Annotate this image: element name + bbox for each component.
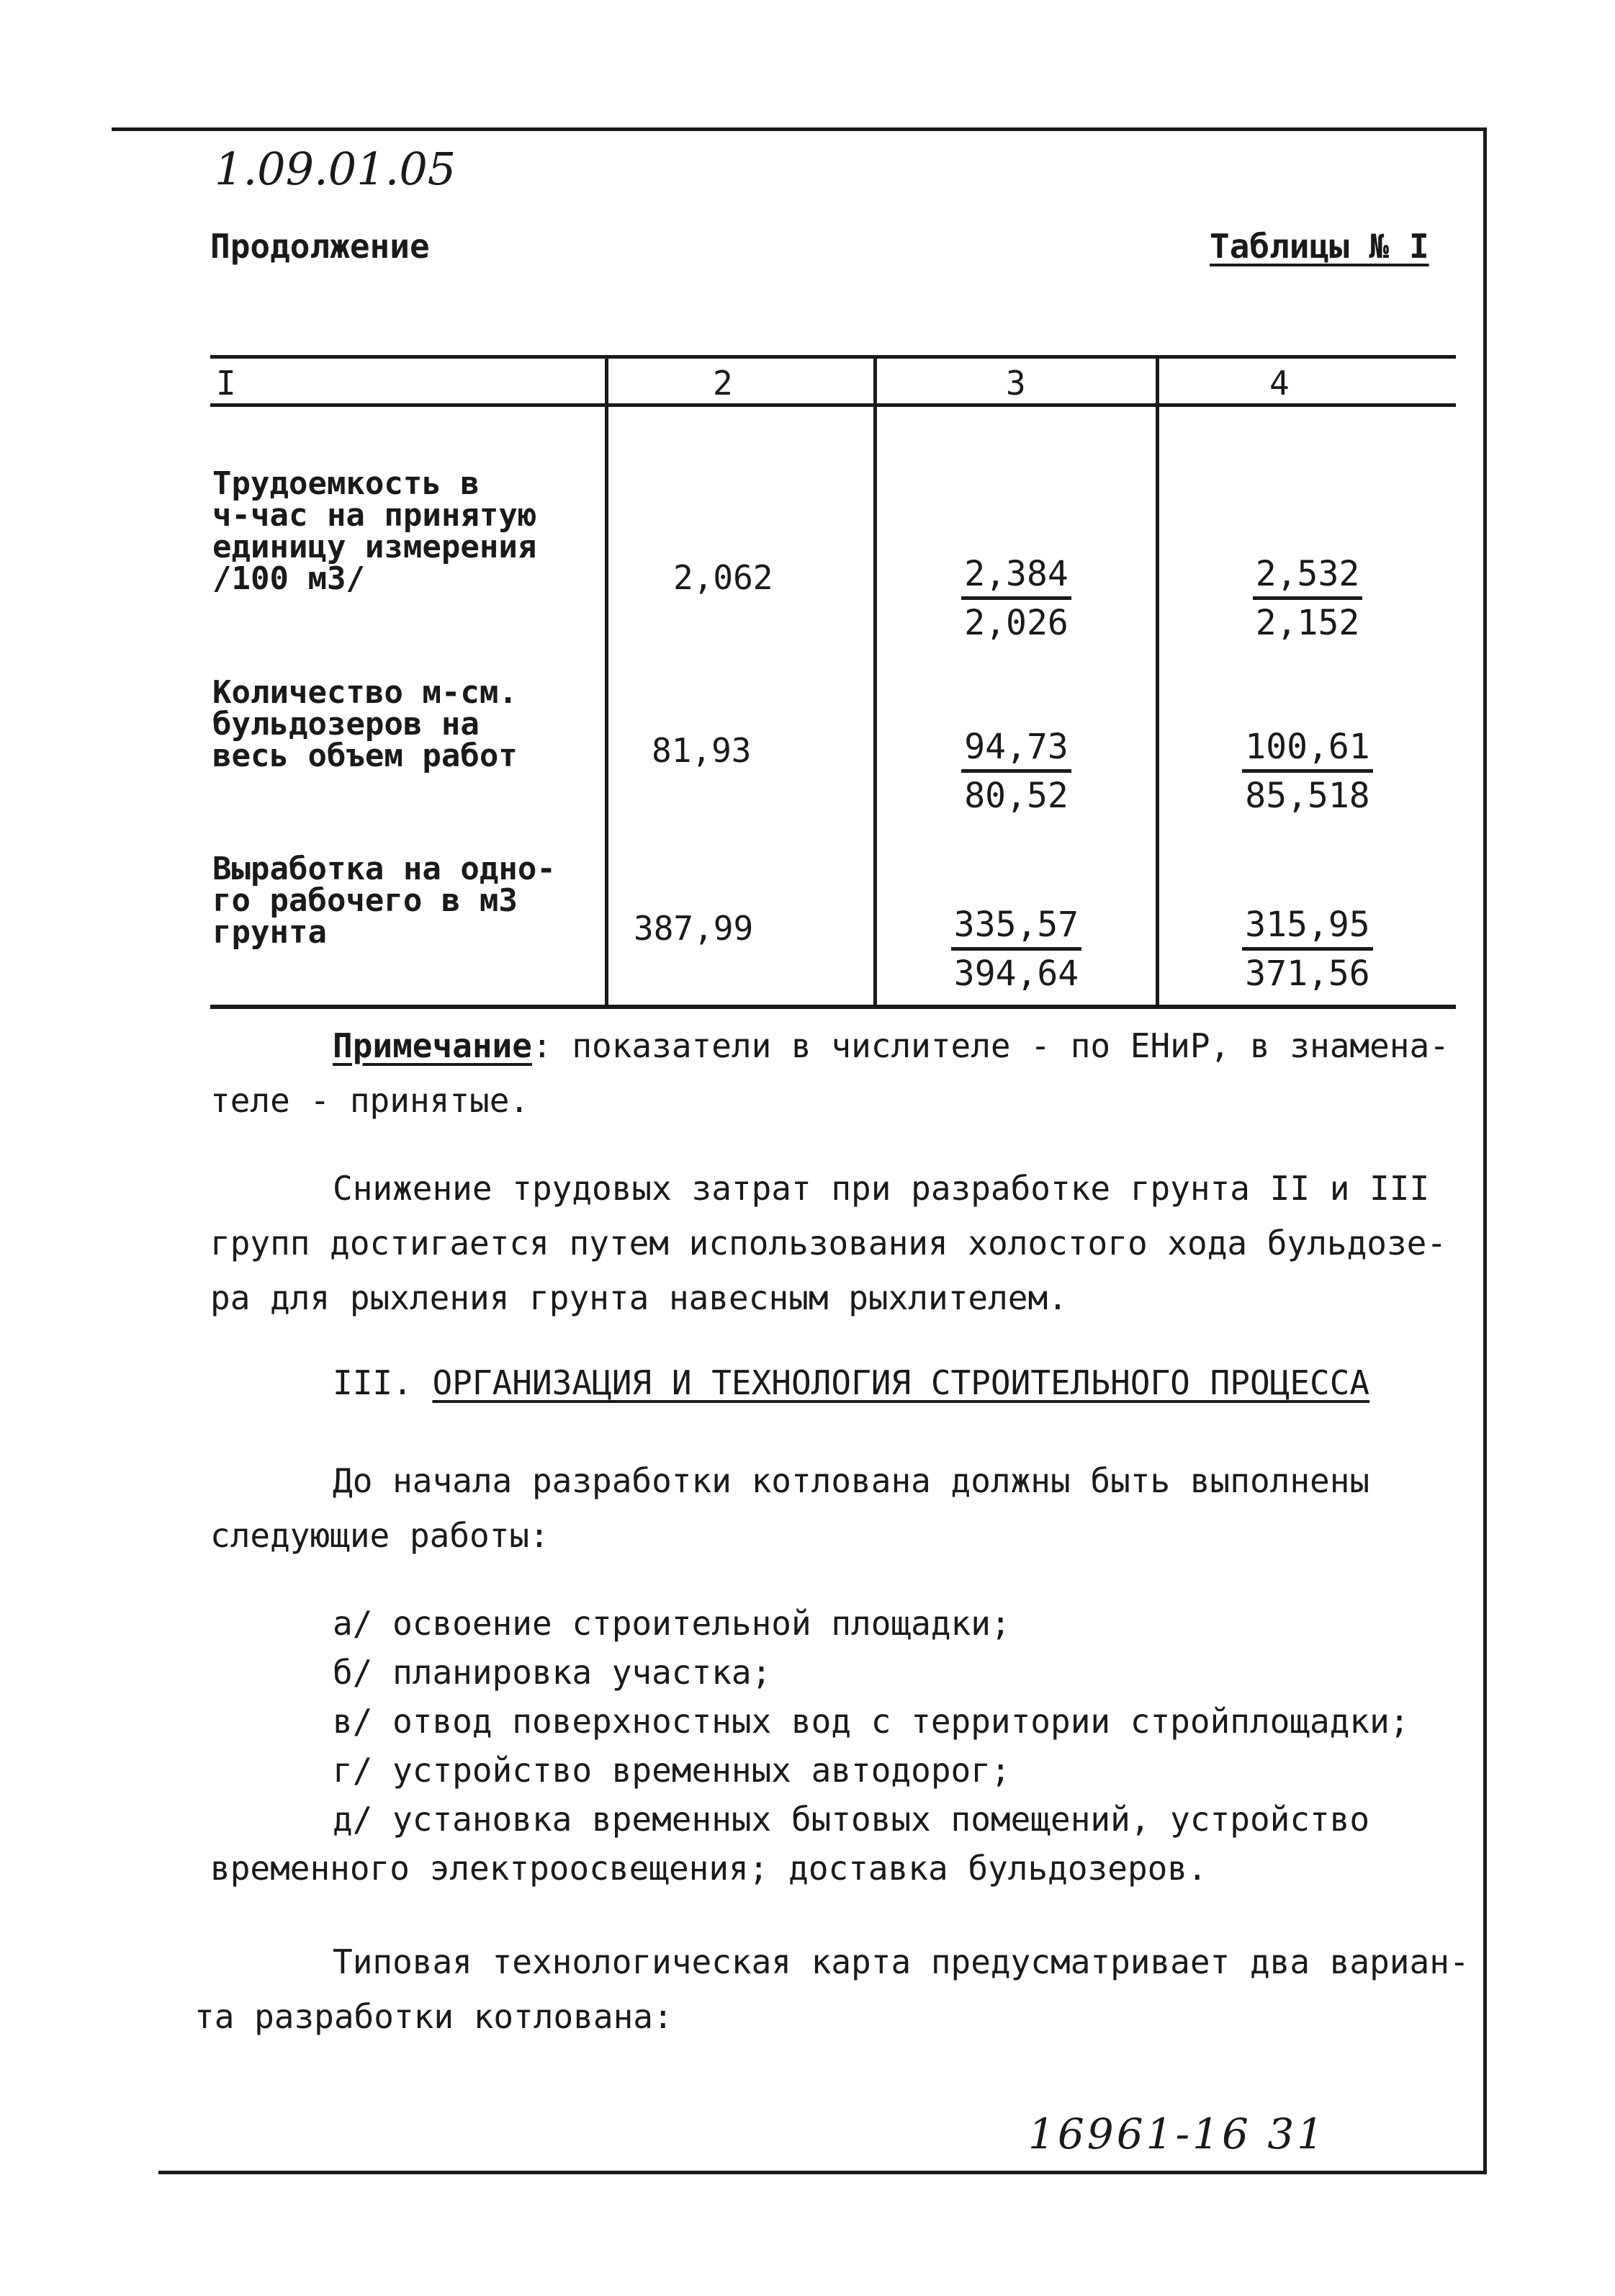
row2-col3-denominator: 80,52 — [964, 776, 1069, 816]
header-col-2: 2 — [713, 364, 733, 403]
section-number: III. — [333, 1363, 413, 1402]
table-top-rule — [210, 355, 1456, 359]
para3-line-1: Типовая технологическая карта предусматривает два вариан- — [333, 1942, 1470, 1981]
list-item: в/ отвод поверхностных вод с территории стройплощадки; — [333, 1702, 1410, 1741]
row2-col4-numerator: 100,61 — [1242, 726, 1372, 773]
para3-line-2: та разработки котлована: — [194, 1997, 673, 2036]
row3-col4-denominator: 371,56 — [1245, 954, 1370, 994]
frame-right-border — [1483, 127, 1487, 2174]
row1-col2-value: 2,062 — [673, 558, 773, 597]
row2-col4-fraction — [1159, 726, 1456, 819]
row3-col3-denominator: 394,64 — [953, 954, 1079, 994]
list-item: а/ освоение строительной площадки; — [333, 1604, 1011, 1643]
para1-line-3: ра для рыхления грунта навесным рыхлителем. — [210, 1278, 1068, 1317]
row-label-output: Выработка на одно- го рабочего в м3 грунта — [212, 851, 556, 951]
row-label-machine-shifts: Количество м-см. бульдозеров на весь объем работ — [212, 674, 518, 774]
para2-line-1: До начала разработки котлована должны быть выполнены — [333, 1461, 1370, 1500]
row3-col4-fraction — [1159, 904, 1456, 997]
row3-col3-fraction — [877, 904, 1156, 997]
para1-line-2: групп достигается путем использования холостого хода бульдозе- — [210, 1224, 1447, 1263]
frame-top-border — [112, 127, 1487, 131]
table-col-divider-1 — [605, 355, 608, 1007]
row1-col3-denominator: 2,026 — [964, 603, 1069, 643]
row2-col3-fraction — [877, 726, 1156, 819]
continuation-label: Продолжение — [210, 227, 430, 266]
row2-col3-numerator: 94,73 — [961, 726, 1071, 773]
row1-col3-numerator: 2,384 — [961, 553, 1071, 600]
document-code: 1.09.01.05 — [215, 143, 456, 195]
header-col-1: I — [216, 364, 236, 403]
section-title: ОРГАНИЗАЦИЯ И ТЕХНОЛОГИЯ СТРОИТЕЛЬНОГО ПРОЦЕССА — [432, 1363, 1370, 1402]
row3-col3-numerator: 335,57 — [951, 904, 1081, 951]
frame-bottom-border — [158, 2171, 1487, 2174]
row1-col3-fraction — [877, 553, 1156, 646]
list-continuation: временного электроосвещения; доставка бульдозеров. — [210, 1849, 1207, 1888]
row3-col2-value: 387,99 — [634, 909, 754, 948]
list-item: д/ установка временных бытовых помещений, устройство — [333, 1800, 1370, 1839]
table-header-rule — [210, 403, 1456, 407]
row2-col4-denominator: 85,518 — [1245, 776, 1370, 816]
header-col-4: 4 — [1269, 364, 1290, 403]
para1-line-1: Снижение трудовых затрат при разработке грунта II и III — [333, 1169, 1430, 1208]
para2-line-2: следующие работы: — [210, 1516, 549, 1555]
table-bottom-rule — [210, 1005, 1456, 1009]
row2-col2-value: 81,93 — [652, 731, 752, 770]
note-line-1 — [333, 1018, 1449, 1073]
table-reference: Таблицы № I — [1210, 227, 1429, 266]
note-line-2: теле - принятые. — [210, 1081, 530, 1120]
row1-col4-numerator: 2,532 — [1253, 553, 1363, 600]
note-text-1: : показатели в числителе - по ЕНиР, в знамена- — [531, 1026, 1449, 1065]
row-label-labor: Трудоемкость в ч-час на принятую единицу измерения /100 м3/ — [212, 465, 537, 597]
row3-col4-numerator: 315,95 — [1242, 904, 1372, 951]
header-col-3: 3 — [1006, 364, 1026, 403]
row1-col4-denominator: 2,152 — [1255, 603, 1360, 643]
list-item: б/ планировка участка; — [333, 1653, 772, 1692]
note-label: Примечание — [333, 1026, 532, 1065]
row1-col4-fraction — [1159, 553, 1456, 646]
list-item: г/ устройство временных автодорог; — [333, 1751, 1011, 1790]
section-heading — [333, 1355, 1369, 1410]
footer-code: 16961-16 31 — [1028, 2109, 1327, 2158]
